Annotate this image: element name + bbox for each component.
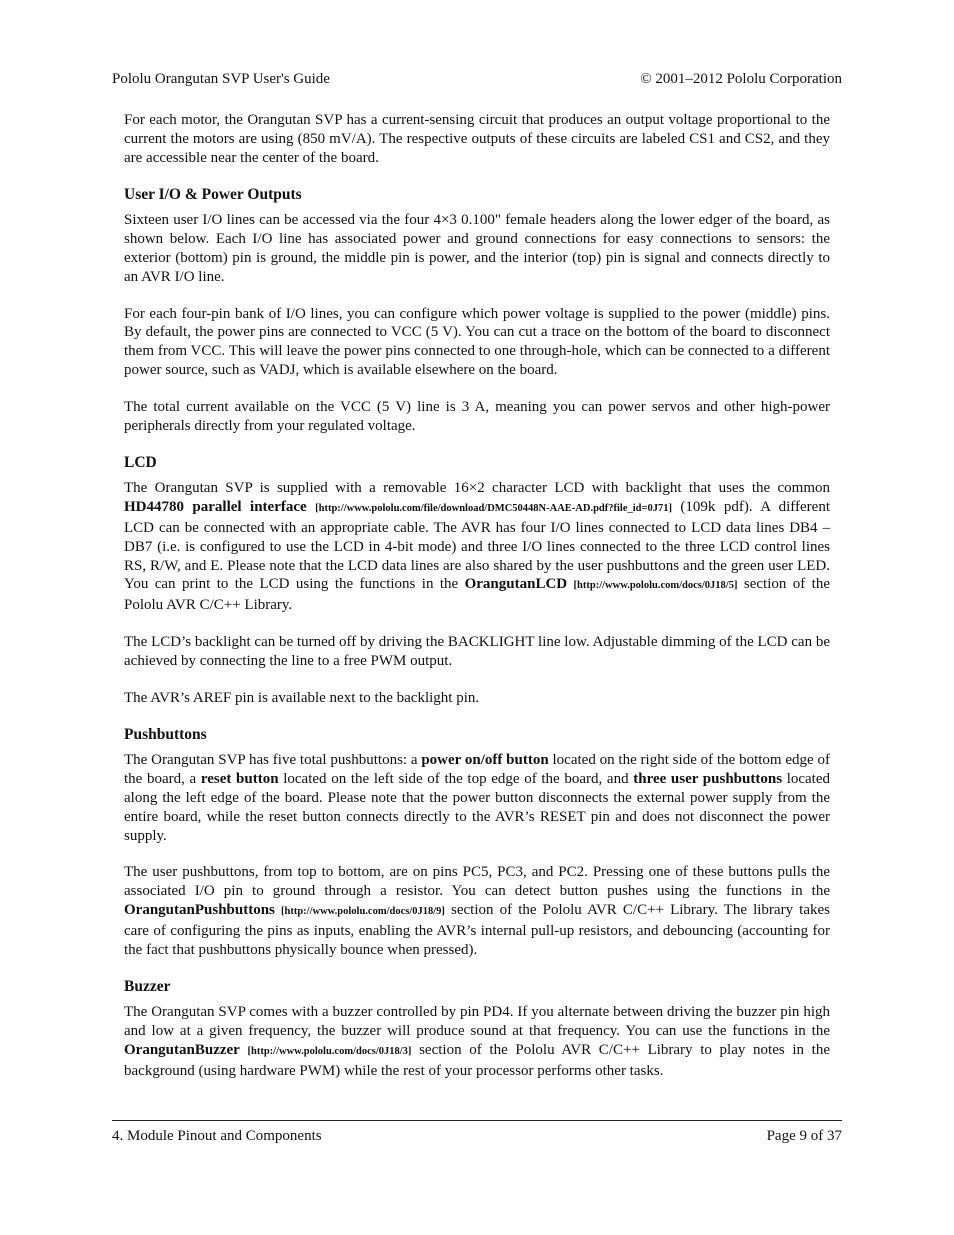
- page-footer: [112, 1126, 842, 1146]
- orangutan-pushbuttons-url[interactable]: [http://www.pololu.com/docs/0J18/9]: [281, 905, 445, 917]
- pushbuttons-paragraph-1: [124, 751, 830, 845]
- orangutan-buzzer-link[interactable]: OrangutanBuzzer: [124, 1041, 240, 1058]
- pushbuttons-text: section of the Pololu AVR C/C++ Library. The library takes care of configuring the pins as inputs, enabling the AVR’s internal pull-up resistors, and debouncing (accounting for the fact that pushbuttons physically bounce when pressed).: [124, 901, 831, 958]
- buzzer-text: section of the Pololu AVR C/C++ Library to play notes in the background (using hardware PWM) while the rest of your processor performs other tasks.: [124, 1041, 831, 1079]
- pushbuttons-text: located on the left side of the top edge of the board, and: [278, 771, 634, 788]
- hd44780-url[interactable]: [http://www.pololu.com/file/download/DMC50448N-AAE-AD.pdf?file_id=0J71]: [315, 503, 672, 515]
- lcd-text: The Orangutan SVP is supplied with a removable 16×2 character LCD with backlight that uses the common: [124, 480, 830, 497]
- page-content: [124, 111, 830, 1080]
- lcd-text: section of the Pololu AVR C/C++ Library.: [124, 576, 830, 614]
- lcd-paragraph-2: The LCD’s backlight can be turned off by driving the BACKLIGHT line low. Adjustable dimming of the LCD can be achieved by connecting the line to a free PWM output.: [124, 633, 830, 669]
- orangutan-lcd-url[interactable]: [http://www.pololu.com/docs/0J18/5]: [573, 580, 738, 592]
- footer-section-title: 4. Module Pinout and Components: [112, 1128, 322, 1144]
- section-heading-buzzer: Buzzer: [124, 978, 171, 996]
- lcd-text: (109k pdf). A different LCD can be connected with an appropriate cable. The AVR has four I/O lines connected to LCD data lines DB4 – DB7 (i.e. is configured to use the LCD in 4-bit mode) and three I/O lines connected to the three LCD control lines RS, R/W, and E. Please note that the LCD data lines are also shared by the user pushbuttons and the green user LED. You can print to the LCD using the functions in the: [124, 499, 831, 593]
- section-heading-lcd: LCD: [124, 454, 157, 472]
- user-pushbuttons-term: three user pushbuttons: [633, 771, 783, 788]
- reset-button-term: reset button: [200, 771, 279, 788]
- orangutan-lcd-link[interactable]: OrangutanLCD: [464, 576, 568, 593]
- lcd-paragraph-1: [124, 479, 830, 615]
- buzzer-text: The Orangutan SVP comes with a buzzer controlled by pin PD4. If you alternate between driving the buzzer pin high and low at a given frequency, the buzzer will produce sound at that frequency. You can use the functions in the: [124, 1004, 830, 1040]
- pushbuttons-text: The Orangutan SVP has five total pushbuttons: a: [124, 752, 422, 769]
- hd44780-link[interactable]: HD44780 parallel interface: [124, 499, 307, 516]
- pushbuttons-text: located along the left edge of the board. Please note that the power button disconnects the external power supply from the entire board, while the reset button connects directly to the AVR’s RESET pin and does not disconnect the power supply.: [124, 771, 830, 844]
- user-io-paragraph-3: The total current available on the VCC (5 V) line is 3 A, meaning you can power servos and other high-power peripherals directly from your regulated voltage.: [124, 398, 830, 434]
- header-copyright: © 2001–2012 Pololu Corporation: [640, 71, 842, 87]
- footer-page-number: Page 9 of 37: [766, 1128, 842, 1144]
- section-heading-pushbuttons: Pushbuttons: [124, 726, 207, 744]
- pushbuttons-text: located on the right side of the bottom edge of the board, a: [124, 752, 831, 788]
- user-io-paragraph-2: For each four-pin bank of I/O lines, you can configure which power voltage is supplied to the power (middle) pins. By default, the power pins are connected to VCC (5 V). You can cut a trace on the bottom of the board to disconnect them from VCC. This will leave the power pins connected to one through-hole, which can be connected to a different power source, such as VADJ, which is available elsewhere on the board.: [124, 305, 830, 378]
- power-button-term: power on/off button: [421, 752, 549, 769]
- footer-divider: [112, 1120, 842, 1121]
- pushbuttons-paragraph-2: [124, 863, 830, 959]
- page-header: [112, 69, 842, 89]
- pushbuttons-text: The user pushbuttons, from top to bottom, are on pins PC5, PC3, and PC2. Pressing one of these buttons pulls the associated I/O pin to ground through a resistor. You can detect button pushes using the functions in the: [124, 864, 830, 900]
- buzzer-paragraph-1: [124, 1003, 830, 1080]
- intro-paragraph: For each motor, the Orangutan SVP has a current-sensing circuit that produces an output voltage proportional to the current the motors are using (850 mV/A). The respective outputs of these circuits are labeled CS1 and CS2, and they are accessible near the center of the board.: [124, 112, 830, 166]
- orangutan-buzzer-url[interactable]: [http://www.pololu.com/docs/0J18/3]: [247, 1045, 412, 1057]
- lcd-paragraph-3: The AVR’s AREF pin is available next to the backlight pin.: [124, 689, 480, 706]
- user-io-paragraph-1: Sixteen user I/O lines can be accessed via the four 4×3 0.100" female headers along the lower edger of the board, as shown below. Each I/O line has associated power and ground connections for easy connections to sensors: the exterior (bottom) pin is ground, the middle pin is power, and the interior (top) pin is signal and connects directly to an AVR I/O line.: [124, 212, 830, 285]
- header-doc-title: Pololu Orangutan SVP User's Guide: [112, 71, 330, 87]
- orangutan-pushbuttons-link[interactable]: OrangutanPushbuttons: [124, 901, 275, 918]
- section-heading-user-io: User I/O & Power Outputs: [124, 186, 302, 204]
